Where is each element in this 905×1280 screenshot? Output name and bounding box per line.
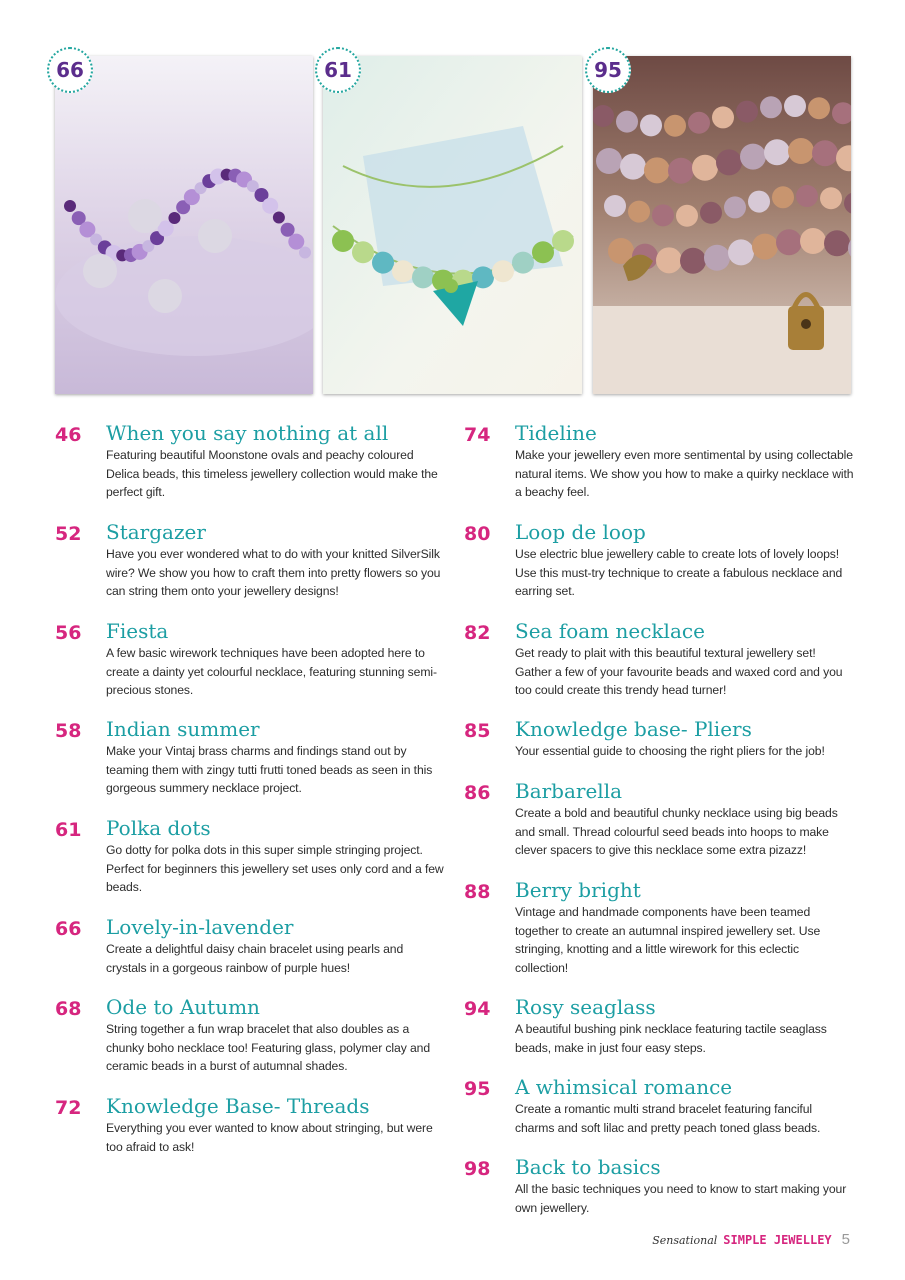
contents-entry[interactable]	[55, 994, 445, 1093]
page-badge-95: 95	[585, 47, 631, 93]
glass-bead	[664, 115, 686, 137]
page-number: 46	[55, 424, 82, 446]
page-number: 72	[55, 1097, 82, 1119]
crystal-bead	[168, 212, 180, 224]
glass-bead	[700, 202, 722, 224]
glass-bead	[676, 205, 698, 227]
page-number: 95	[464, 1078, 491, 1100]
glass-bead	[593, 105, 614, 127]
glass-bead	[808, 97, 830, 119]
glass-bead	[628, 201, 650, 223]
glass-bead	[640, 114, 662, 136]
page-number: 80	[464, 523, 491, 545]
glass-bead	[812, 140, 838, 166]
pearl-bead	[198, 219, 232, 253]
contents-right-column	[464, 420, 854, 1224]
page-number: 68	[55, 998, 82, 1020]
feature-photos	[55, 52, 851, 394]
entry-title: Indian summer	[106, 717, 260, 741]
crystal-bead	[288, 234, 304, 250]
page-number: 52	[55, 523, 82, 545]
entry-description: A beautiful bushing pink necklace featuring tactile seaglass beads, make in just four easy steps.	[515, 1022, 827, 1055]
contents-entry[interactable]	[55, 420, 445, 519]
glass-bead	[824, 230, 850, 256]
entry-description: Your essential guide to choosing the right pliers for the job!	[515, 744, 825, 758]
page-number: 58	[55, 720, 82, 742]
page-number: 56	[55, 622, 82, 644]
entry-title: Lovely-in-lavender	[106, 915, 294, 939]
contents-entry[interactable]	[464, 778, 854, 877]
necklace-bead	[372, 252, 394, 274]
entry-description: All the basic techniques you need to know to start making your own jewellery.	[515, 1182, 847, 1215]
entry-title: Knowledge base- Pliers	[515, 717, 752, 741]
glass-bead	[596, 148, 622, 174]
pearl-bead	[83, 254, 117, 288]
page-number: 85	[464, 720, 491, 742]
contents-entry[interactable]	[464, 618, 854, 716]
entry-title: Polka dots	[106, 816, 211, 840]
entry-description: String together a fun wrap bracelet that also doubles as a chunky boho necklace too! Featuring glass, polymer clay and ceramic beads in a burst of autumnal shades.	[106, 1022, 431, 1074]
crystal-bead	[299, 246, 311, 258]
entry-title: Rosy seaglass	[515, 995, 656, 1019]
entry-title: Knowledge Base- Threads	[106, 1094, 370, 1118]
necklace-bead	[332, 230, 354, 252]
glass-bead	[724, 196, 746, 218]
glass-bead	[772, 186, 794, 208]
glass-bead	[656, 247, 682, 273]
necklace-bead	[552, 230, 574, 252]
glass-bead	[680, 248, 706, 274]
entry-description: Featuring beautiful Moonstone ovals and peachy coloured Delica beads, this timeless jewellery collection would make the perfect gift.	[106, 448, 438, 500]
entry-description: A few basic wirework techniques have been adopted here to create a dainty yet colourful necklace, featuring stunning semi-precious stones.	[106, 646, 437, 698]
contents-entry[interactable]	[464, 1074, 854, 1154]
entry-title: Back to basics	[515, 1155, 661, 1179]
entry-title: Tideline	[515, 421, 597, 445]
entry-description: Make your jewellery even more sentimental by using collectable natural items. We show you how to make a quirky necklace with a beachy feel.	[515, 448, 854, 500]
entry-title: A whimsical romance	[515, 1075, 733, 1099]
glass-bead	[668, 158, 694, 184]
page-number: 86	[464, 782, 491, 804]
contents-left-column	[55, 420, 445, 1163]
entry-title: Berry bright	[515, 878, 641, 902]
pearl-bead	[128, 199, 162, 233]
contents-entry[interactable]	[55, 618, 445, 716]
necklace-bead	[492, 260, 514, 282]
glass-bead	[604, 195, 626, 217]
page-number: 61	[55, 819, 82, 841]
glass-bead	[740, 144, 766, 170]
glass-bead	[776, 229, 802, 255]
photo-polka-necklace[interactable]	[323, 56, 582, 394]
page-number: 74	[464, 424, 491, 446]
footer-page-number: 5	[841, 1231, 850, 1248]
entry-description: Vintage and handmade components have been teamed together to create an autumnal inspired jewellery set. Use stringing, knotting and a little wirework for this eclectic collection!	[515, 905, 821, 975]
crystal-bead	[273, 212, 285, 224]
glass-bead	[800, 228, 826, 254]
necklace-bead	[412, 266, 434, 288]
glass-bead	[652, 204, 674, 226]
page-footer	[652, 1231, 850, 1248]
contents-entry[interactable]	[55, 815, 445, 914]
glass-bead	[820, 187, 842, 209]
page-number: 98	[464, 1158, 491, 1180]
entry-title: Stargazer	[106, 520, 206, 544]
footer-brand: SIMPLE JEWELLEY	[723, 1233, 832, 1247]
glass-bead	[748, 191, 770, 213]
contents-entry[interactable]	[55, 519, 445, 618]
contents-entry[interactable]	[464, 420, 854, 519]
entry-title: Barbarella	[515, 779, 623, 803]
glass-bead	[788, 138, 814, 164]
entry-description: Create a delightful daisy chain bracelet using pearls and crystals in a gorgeous rainbow of purple hues!	[106, 942, 404, 975]
contents-entry[interactable]	[464, 1154, 854, 1224]
glass-bead	[712, 106, 734, 128]
necklace-bead	[352, 241, 374, 263]
glass-bead	[736, 101, 758, 123]
page-number: 88	[464, 881, 491, 903]
contents-entry[interactable]	[55, 1093, 445, 1163]
entry-description: Get ready to plait with this beautiful textural jewellery set! Gather a few of your favourite beads and waxed cord and you too could create this trendy head turner!	[515, 646, 843, 698]
photo-whimsical-bracelets[interactable]	[593, 56, 851, 394]
footer-script-word: Sensational	[652, 1234, 718, 1247]
entry-title: Loop de loop	[515, 520, 646, 544]
entry-title: Fiesta	[106, 619, 169, 643]
glass-bead	[752, 234, 778, 260]
glass-bead	[620, 154, 646, 180]
glass-bead	[728, 239, 754, 265]
entry-title: When you say nothing at all	[106, 421, 389, 445]
contents-entry[interactable]	[464, 519, 854, 618]
entry-description: Everything you ever wanted to know about stringing, but were too afraid to ask!	[106, 1121, 433, 1154]
contents-entry[interactable]	[55, 914, 445, 994]
necklace-bead	[392, 260, 414, 282]
photo-lavender-bracelet[interactable]	[55, 56, 313, 394]
contents-entry[interactable]	[464, 877, 854, 994]
glass-bead	[616, 111, 638, 133]
glass-bead	[692, 155, 718, 181]
entry-description: Go dotty for polka dots in this super simple stringing project. Perfect for beginners this jewellery set uses only cord and a few beads.	[106, 843, 444, 895]
glass-bead	[764, 139, 790, 165]
entry-description: Make your Vintaj brass charms and findings stand out by teaming them with zingy tutti frutti toned beads as seen in this gorgeous summery necklace project.	[106, 744, 433, 796]
contents-entry[interactable]	[55, 716, 445, 815]
glass-bead	[784, 95, 806, 117]
entry-description: Create a bold and beautiful chunky necklace using big beads and small. Thread colourful seed beads into hoops to make clever spacers to give this necklace some extra pizazz!	[515, 806, 838, 858]
entry-description: Create a romantic multi strand bracelet featuring fanciful charms and soft lilac and pretty peach toned glass beads.	[515, 1102, 821, 1135]
page-badge-66: 66	[47, 47, 93, 93]
page-number: 82	[464, 622, 491, 644]
glass-bead	[760, 96, 782, 118]
page-number: 66	[55, 918, 82, 940]
glass-bead	[716, 149, 742, 175]
crystal-bead	[262, 198, 278, 214]
glass-bead	[796, 185, 818, 207]
glass-bead	[644, 157, 670, 183]
necklace-bead	[532, 241, 554, 263]
entry-title: Sea foam necklace	[515, 619, 705, 643]
glass-bead	[704, 245, 730, 271]
crystal-bead	[64, 200, 76, 212]
contents-entry[interactable]	[464, 994, 854, 1074]
contents-entry[interactable]	[464, 716, 854, 778]
pearl-bead	[148, 279, 182, 313]
entry-description: Use electric blue jewellery cable to create lots of lovely loops! Use this must-try technique to create a fabulous necklace and earring set.	[515, 547, 843, 599]
page-number: 94	[464, 998, 491, 1020]
necklace-bead	[512, 252, 534, 274]
entry-title: Ode to Autumn	[106, 995, 260, 1019]
page-badge-61: 61	[315, 47, 361, 93]
entry-description: Have you ever wondered what to do with your knitted SilverSilk wire? We show you how to craft them into pretty flowers so you can string them onto your jewellery designs!	[106, 547, 441, 599]
glass-bead	[688, 112, 710, 134]
